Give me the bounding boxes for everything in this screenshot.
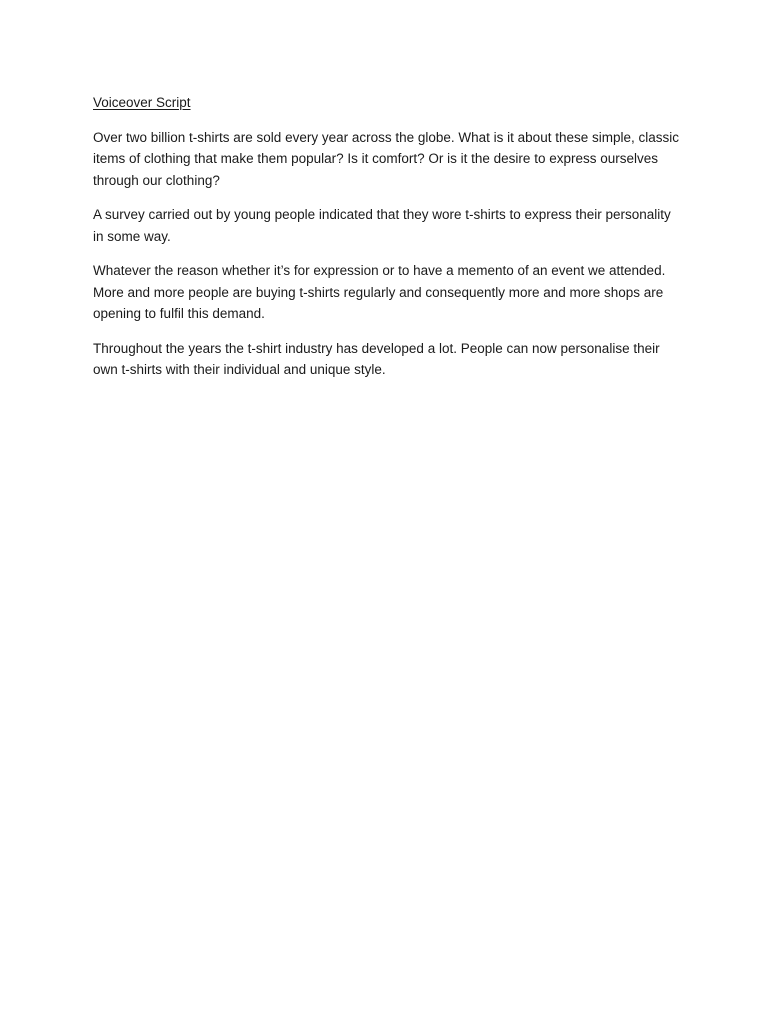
document-title: Voiceover Script xyxy=(93,95,191,110)
paragraph-3: Whatever the reason whether it’s for expression or to have a memento of an event we attended. More and more people are buying t-shirts regularly and consequently more and more shops are opening to fulfil this demand. xyxy=(93,263,666,321)
paragraph-2: A survey carried out by young people indicated that they wore t-shirts to express their personality in some way. xyxy=(93,207,671,244)
document-body xyxy=(93,92,683,394)
paragraph-1: Over two billion t-shirts are sold every year across the globe. What is it about these simple, classic items of clothing that make them popular? Is it comfort? Or is it the desire to express ourselves through our clothing? xyxy=(93,129,679,188)
paragraph-4: Throughout the years the t-shirt industry has developed a lot. People can now personalise their own t-shirts with their individual and unique style. xyxy=(93,340,660,377)
